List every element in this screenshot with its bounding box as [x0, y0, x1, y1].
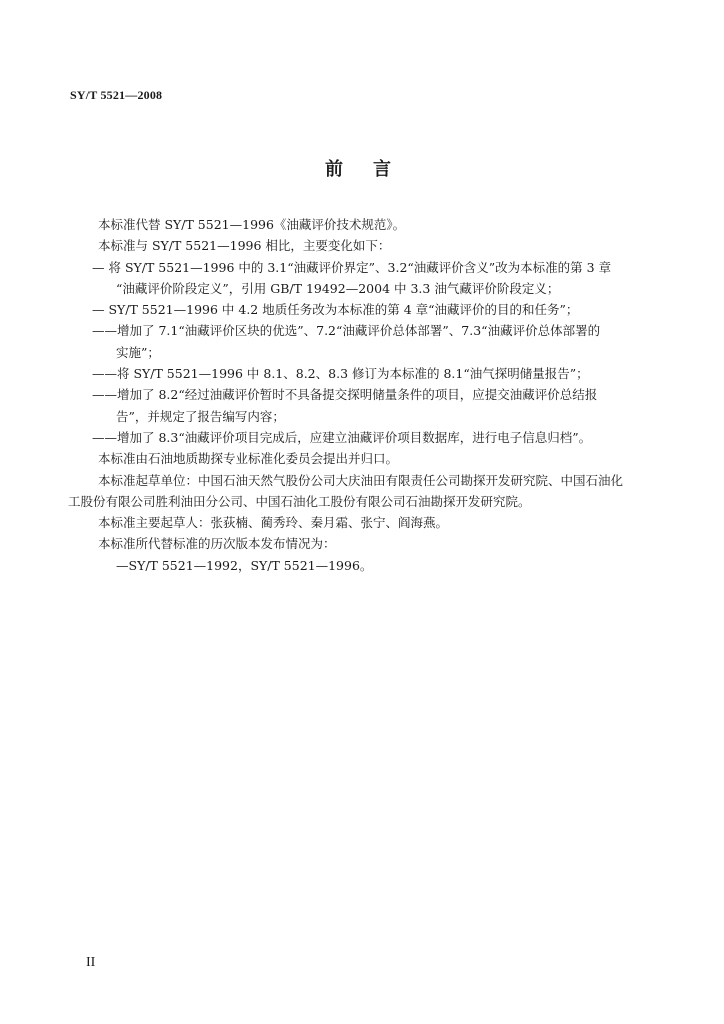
paragraph-line: 本标准代替 SY/T 5521—1996《油藏评价技术规范》。	[98, 217, 406, 232]
change-list-item: ——增加了 8.2“经过油藏评价暂时不具备提交探明储量条件的项目，应提交油藏评价总结报	[92, 387, 598, 403]
foreword-body	[68, 214, 660, 576]
paragraph-line: 本标准所代替标准的历次版本发布情况为：	[98, 536, 336, 552]
change-list-item: ——增加了 8.3“油藏评价项目完成后，应建立油藏评价项目数据库，进行电子信息归档”。	[92, 429, 592, 445]
change-list-item: — SY/T 5521—1996 中 4.2 地质任务改为本标准的第 4 章“油藏评价的目的和任务”；	[92, 302, 579, 318]
paragraph-line: 本标准起草单位：中国石油天然气股份公司大庆油田有限责任公司勘探开发研究院、中国石油化	[98, 472, 624, 488]
change-list-item-continuation: 实施”；	[116, 344, 160, 360]
change-list-item: ——增加了 7.1“油藏评价区块的优选”、7.2“油藏评价总体部署”、7.3“油藏评价总体部署的	[92, 323, 601, 339]
change-list-item: — 将 SY/T 5521—1996 中的 3.1“油藏评价界定”、3.2“油藏评价含义”改为本标准的第 3 章	[92, 259, 612, 275]
edition-history-item: —SY/T 5521—1992，SY/T 5521—1996。	[116, 557, 373, 573]
paragraph-line: 本标准主要起草人：张荻楠、蔺秀玲、秦月霜、张宁、阎海燕。	[98, 515, 449, 531]
change-list-item: ——将 SY/T 5521—1996 中 8.1、8.2、8.3 修订为本标准的 8.1“油气探明储量报告”；	[92, 366, 589, 382]
paragraph-line: 本标准由石油地质勘探专业标准化委员会提出并归口。	[98, 451, 399, 467]
document-code: SY/T 5521—2008	[70, 88, 163, 102]
change-list-item-continuation: 告”，并规定了报告编写内容；	[116, 408, 285, 424]
paragraph-line-continuation: 工股份有限公司胜利油田分公司、中国石油化工股份有限公司石油勘探开发研究院。	[68, 493, 531, 509]
page-title: 前言	[325, 159, 421, 180]
page-number: II	[86, 955, 96, 970]
change-list-item-continuation: “油藏评价阶段定义”，引用 GB/T 19492—2004 中 3.3 油气藏评价阶段定义；	[116, 280, 560, 296]
paragraph-line: 本标准与 SY/T 5521—1996 相比，主要变化如下：	[98, 238, 391, 254]
